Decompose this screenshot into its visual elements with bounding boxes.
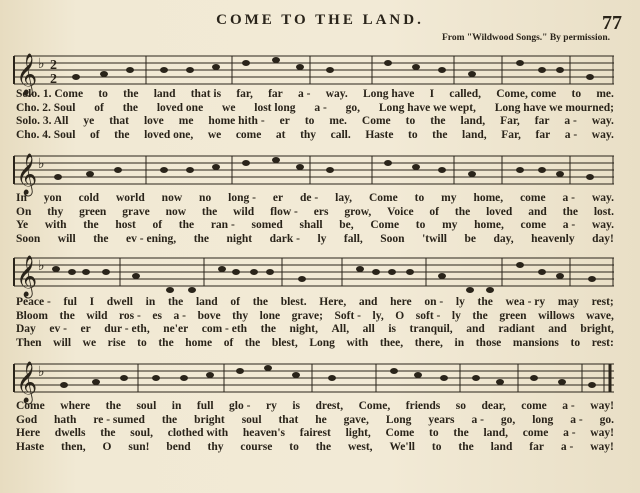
lyric-word: is: [388, 323, 396, 335]
lyric-line: [16, 233, 614, 247]
lyric-word: to: [98, 88, 108, 100]
lyric-word: dwell: [106, 296, 133, 308]
lyric-word: Soon: [16, 232, 41, 245]
lyric-word: love: [143, 115, 164, 127]
lyric-word: of: [230, 296, 240, 308]
lyric-word: all: [362, 323, 375, 335]
lyric-word: soft -: [415, 309, 441, 322]
lyric-word: radiant: [498, 323, 535, 335]
lyric-word: land,: [460, 115, 486, 127]
lyric-word: Day: [16, 323, 36, 335]
lyric-word: clothed with: [167, 427, 229, 439]
lyric-word: at: [275, 128, 286, 141]
lyric-word: to: [137, 336, 147, 349]
lyric-word: green: [79, 205, 107, 218]
lyric-word: we: [222, 101, 236, 114]
lyric-word: to: [304, 115, 315, 127]
lyric-word: grave: [122, 205, 150, 218]
lyric-word: Soon: [380, 232, 405, 245]
staff-2: [14, 150, 614, 194]
lyric-word: bend: [166, 440, 191, 453]
lyric-word: soul,: [130, 427, 153, 439]
lyric-word: the: [201, 205, 218, 218]
lyric-word: course: [240, 440, 273, 453]
lyric-word: the: [161, 413, 178, 426]
lyric-word: a -: [297, 88, 311, 100]
lyric-word: with: [346, 336, 369, 349]
lyric-word: to: [407, 128, 418, 141]
lyric-word: loved: [486, 205, 513, 218]
lyric-word: that: [109, 115, 130, 127]
lyric-word: of: [429, 205, 440, 218]
lyric-word: the: [432, 128, 448, 141]
lyric-word: to: [289, 440, 299, 453]
lyric-word: to: [571, 88, 582, 100]
lyric-word: the: [93, 232, 109, 245]
lyric-word: Long have we wept,: [378, 101, 476, 114]
lyric-word: here: [390, 296, 412, 308]
time-signature-bottom: 2: [50, 72, 57, 87]
lyric-word: west,: [347, 440, 373, 453]
flat-icon: ♭: [38, 56, 45, 72]
staff-3: [14, 252, 614, 296]
lyric-word: there,: [414, 336, 443, 349]
lyric-word: God: [16, 413, 38, 426]
lyric-word: Ye: [16, 219, 29, 231]
lyric-word: Long have: [362, 88, 415, 100]
lyric-word: Haste: [16, 440, 45, 453]
lyric-line: [16, 129, 614, 143]
lyric-word: may: [557, 296, 579, 308]
lyric-word: We'll: [389, 440, 415, 453]
lyric-word: ly: [451, 309, 461, 322]
lyric-word: blest,: [271, 336, 298, 349]
song-title: COME TO THE LAND.: [216, 12, 424, 28]
lyrics-system-4: [16, 400, 614, 454]
lyric-line: [16, 337, 614, 351]
lyric-word: cold: [78, 192, 100, 204]
lyric-word: a -: [562, 219, 576, 231]
lyric-word: wild: [86, 309, 108, 322]
lyric-word: heaven's: [242, 427, 285, 439]
lyric-word: my: [441, 192, 457, 204]
lyric-word: dur - eth,: [104, 323, 150, 335]
lyric-word: a -: [563, 427, 576, 439]
lyric-word: Peace -: [16, 296, 51, 308]
lyric-word: the: [244, 336, 261, 349]
lyric-word: way.: [591, 192, 614, 204]
lyric-word: a -: [564, 115, 577, 127]
lyric-word: way!: [590, 427, 614, 439]
lyric-word: a -: [471, 413, 484, 426]
lyric-word: with: [44, 219, 67, 231]
lyric-word: in: [454, 336, 465, 349]
lyric-word: way.: [591, 128, 614, 141]
lyric-word: loved one: [156, 101, 204, 114]
lyric-line: [16, 102, 614, 116]
lyric-line: [16, 310, 614, 324]
lyric-word: the: [315, 440, 332, 453]
lyric-word: far,: [236, 88, 253, 100]
lyric-word: then,: [61, 440, 86, 453]
lyric-word: Come: [385, 427, 415, 439]
lyric-word: come: [520, 219, 547, 231]
lyric-word: hath: [54, 413, 77, 426]
lyric-word: way.: [591, 115, 614, 127]
lyric-word: a -: [314, 101, 327, 114]
treble-clef-icon: 𝄞: [16, 154, 38, 195]
lyric-word: Bloom: [16, 309, 48, 322]
lyric-word: a -: [562, 400, 575, 412]
lyric-word: 'twill: [422, 232, 447, 245]
time-signature-top: 2: [50, 58, 57, 73]
lyric-word: de -: [299, 192, 319, 204]
lyric-line: [16, 414, 614, 428]
lyric-word: rise: [107, 336, 126, 349]
lyric-word: wave,: [586, 309, 614, 322]
lyric-word: the: [454, 205, 471, 218]
lyric-word: flow -: [270, 205, 298, 218]
lyric-word: Here: [16, 427, 41, 439]
lyric-word: long: [532, 413, 554, 426]
lyric-line: [16, 192, 614, 206]
lyric-word: the: [158, 336, 174, 349]
lyric-line: [16, 427, 614, 441]
lyric-word: and: [528, 205, 547, 218]
lyric-word: Then: [16, 336, 42, 349]
lyric-word: the: [122, 101, 139, 114]
lyric-word: Long have we mourned;: [494, 101, 614, 114]
lyric-word: the: [167, 296, 184, 308]
lyric-word: dear,: [481, 400, 506, 412]
lyric-word: lay,: [335, 192, 353, 204]
lyric-word: Come: [370, 219, 400, 231]
lyric-word: far: [529, 440, 544, 453]
lyric-word: that: [278, 413, 299, 426]
lyric-word: day,: [493, 232, 514, 245]
staff-4: [14, 358, 614, 402]
lyric-word: ful: [63, 296, 77, 308]
lyric-word: rest;: [591, 296, 614, 308]
lyric-word: grow,: [344, 205, 372, 218]
lyric-word: All,: [331, 323, 350, 335]
lyrics-system-3: [16, 296, 614, 350]
lyric-word: light,: [345, 427, 371, 439]
lyric-word: to: [429, 427, 439, 439]
lyric-word: far: [535, 128, 551, 141]
lyric-word: land: [490, 440, 513, 453]
lyric-word: the: [562, 205, 578, 218]
lyric-word: the: [193, 232, 210, 245]
lyric-word: come: [520, 192, 546, 204]
lyric-word: lone: [259, 309, 281, 322]
lyric-word: years: [428, 413, 455, 426]
lyric-word: ros -: [119, 309, 141, 322]
lyric-word: me: [178, 115, 194, 127]
lyric-word: go,: [500, 413, 516, 426]
lyric-word: thy: [47, 205, 64, 218]
lyric-word: will: [57, 232, 76, 245]
lyric-word: me.: [596, 88, 614, 100]
lyric-word: mansions: [512, 336, 559, 349]
lyric-line: [16, 115, 614, 129]
lyric-word: in: [145, 296, 156, 308]
lyric-word: rest:: [591, 336, 614, 349]
lyric-word: of: [94, 101, 104, 114]
lyric-word: Cho. 4. Soul: [16, 128, 76, 141]
lyric-word: loved one,: [144, 128, 194, 141]
treble-clef-icon: 𝄞: [16, 54, 38, 95]
lyric-word: er: [80, 323, 91, 335]
lyric-word: Come: [368, 192, 398, 204]
lyric-word: the: [178, 219, 195, 231]
lyric-word: home,: [473, 192, 504, 204]
lyric-word: and: [548, 323, 567, 335]
lyric-word: dwells: [54, 427, 86, 439]
lyric-word: the: [260, 323, 276, 335]
lyric-word: night: [226, 232, 253, 245]
lyric-word: the: [453, 427, 469, 439]
lyric-word: ly,: [372, 309, 384, 322]
lyric-word: go.: [599, 413, 614, 426]
lyric-word: O: [395, 309, 405, 322]
lyric-word: ly: [317, 232, 327, 245]
lyric-word: er: [279, 115, 290, 127]
lyric-word: sun!: [128, 440, 150, 453]
lyric-word: somed: [251, 219, 283, 231]
lyric-word: ly: [455, 296, 465, 308]
lyric-word: the: [458, 440, 474, 453]
lyric-word: Here,: [319, 296, 347, 308]
treble-clef-icon: 𝄞: [16, 256, 38, 297]
lyric-word: the: [100, 427, 116, 439]
lyric-word: a -: [560, 440, 574, 453]
lyric-word: land: [153, 88, 176, 100]
lyric-word: and: [358, 296, 378, 308]
lyric-word: far: [534, 115, 550, 127]
flat-icon: ♭: [38, 156, 45, 172]
lyric-line: [16, 441, 614, 455]
lyric-word: thy: [300, 128, 317, 141]
lyric-word: ers: [313, 205, 329, 218]
lyric-word: Come,: [358, 400, 391, 412]
lyric-word: soul: [136, 400, 157, 412]
lyric-word: home,: [474, 219, 504, 231]
lyric-word: be,: [339, 219, 354, 231]
lyric-word: Come: [361, 115, 391, 127]
lyric-word: Voice: [387, 205, 414, 218]
lyric-word: of: [90, 128, 100, 141]
flat-icon: ♭: [38, 258, 45, 274]
lyric-word: Solo. 1. Come: [16, 88, 84, 100]
lyric-word: home hith -: [208, 115, 265, 127]
lyric-word: heavenly: [531, 232, 575, 245]
lyric-word: of: [223, 336, 234, 349]
lyric-word: Come: [16, 400, 45, 412]
lyric-word: thy: [207, 440, 224, 453]
lyric-word: I: [89, 296, 95, 308]
lyric-word: lost long: [254, 101, 296, 114]
lyric-word: a -: [570, 413, 583, 426]
lyric-word: the: [252, 296, 269, 308]
lyric-word: that is: [190, 88, 222, 100]
lyric-word: call.: [330, 128, 351, 141]
lyric-word: dark -: [269, 232, 300, 245]
lyric-word: blest.: [280, 296, 307, 308]
lyric-word: drest,: [315, 400, 344, 412]
lyric-word: grave;: [291, 309, 323, 322]
lyric-word: land,: [462, 128, 487, 141]
lyric-word: Solo. 3. All: [16, 115, 69, 127]
lyric-word: where: [60, 400, 91, 412]
lyric-word: fall,: [343, 232, 363, 245]
lyric-word: thy: [232, 309, 249, 322]
lyric-word: bright,: [580, 323, 614, 335]
lyric-word: will: [53, 336, 72, 349]
lyric-word: the: [472, 309, 488, 322]
lyric-line: [16, 206, 614, 220]
lyric-word: way!: [590, 400, 614, 412]
lyric-word: O: [102, 440, 112, 453]
lyric-word: willows: [538, 309, 575, 322]
lyric-word: now: [165, 205, 187, 218]
lyric-word: Long: [385, 413, 412, 426]
lyric-word: ry: [265, 400, 277, 412]
lyric-word: home: [185, 336, 213, 349]
lyric-word: be: [464, 232, 476, 245]
lyric-word: tranquil,: [409, 323, 453, 335]
lyric-word: those: [475, 336, 502, 349]
lyric-line: [16, 400, 614, 414]
lyric-word: called,: [449, 88, 481, 100]
lyric-word: bove: [197, 309, 221, 322]
lyric-word: bright: [194, 413, 225, 426]
lyric-word: green: [499, 309, 527, 322]
lyric-word: Haste: [365, 128, 394, 141]
lyric-line: [16, 219, 614, 233]
lyric-word: ran -: [210, 219, 235, 231]
lyric-word: is: [292, 400, 301, 412]
lyric-word: wild: [233, 205, 255, 218]
lyric-word: far: [268, 88, 283, 100]
lyric-word: way.: [591, 219, 614, 231]
lyric-word: ev - ening,: [126, 232, 177, 245]
lyric-word: the: [105, 400, 121, 412]
lyric-word: to: [431, 440, 442, 453]
lyric-word: glo -: [229, 400, 251, 412]
lyric-word: land: [195, 296, 218, 308]
lyric-word: I: [429, 88, 435, 100]
lyric-word: we: [207, 128, 222, 141]
flat-icon: ♭: [38, 364, 45, 380]
lyric-word: go,: [345, 101, 360, 114]
lyric-word: day!: [592, 232, 614, 245]
lyrics-system-2: [16, 192, 614, 246]
lyric-word: Far,: [500, 115, 520, 127]
lyric-word: soul: [241, 413, 262, 426]
lyric-word: shall: [299, 219, 323, 231]
lyric-word: world: [116, 192, 145, 204]
lyric-word: a -: [173, 309, 187, 322]
lyric-word: way.: [325, 88, 348, 100]
lyric-word: land,: [483, 427, 509, 439]
lyric-word: a -: [564, 128, 578, 141]
lyric-word: Far,: [501, 128, 521, 141]
lyric-word: my: [442, 219, 458, 231]
lyrics-system-1: [16, 88, 614, 142]
lyric-word: es: [152, 309, 162, 322]
lyric-word: host: [115, 219, 136, 231]
lyric-word: wea - ry: [505, 296, 546, 308]
lyric-word: ye: [83, 115, 95, 127]
lyric-word: now: [161, 192, 183, 204]
lyric-word: of: [152, 219, 163, 231]
lyric-word: come: [235, 128, 262, 141]
treble-clef-icon: 𝄞: [16, 362, 38, 403]
lyric-word: Soft -: [334, 309, 361, 322]
lyric-word: so: [455, 400, 467, 412]
lyric-word: full: [196, 400, 214, 412]
lyric-word: the: [123, 88, 139, 100]
lyric-word: on -: [424, 296, 444, 308]
lyric-word: er: [272, 192, 284, 204]
lyric-line: [16, 323, 614, 337]
lyric-word: in: [171, 400, 182, 412]
lyric-word: no: [199, 192, 212, 204]
lyric-word: night,: [289, 323, 318, 335]
lyric-word: the: [430, 115, 446, 127]
lyric-word: friends: [405, 400, 441, 412]
lyric-word: On: [16, 205, 32, 218]
lyric-word: ev -: [49, 323, 67, 335]
lyric-word: to: [415, 219, 426, 231]
page-number: 77: [602, 12, 622, 34]
lyric-word: me.: [329, 115, 347, 127]
lyric-word: the: [114, 128, 130, 141]
lyric-word: and: [466, 323, 485, 335]
lyric-word: gave,: [343, 413, 369, 426]
lyric-line: [16, 88, 614, 102]
lyric-word: ne'er: [163, 323, 189, 335]
lyric-word: com - eth: [201, 323, 248, 335]
lyric-word: In: [16, 192, 27, 204]
lyric-word: the: [83, 219, 99, 231]
lyric-word: the: [477, 296, 493, 308]
lyric-word: Long: [309, 336, 335, 349]
lyric-word: a -: [562, 192, 576, 204]
lyric-word: Cho. 2. Soul: [16, 101, 76, 114]
lyric-word: fairest: [299, 427, 331, 439]
lyric-word: come: [522, 427, 549, 439]
lyric-word: yon: [43, 192, 62, 204]
lyric-word: to: [414, 192, 425, 204]
lyric-word: we: [82, 336, 97, 349]
lyric-word: come: [521, 400, 547, 412]
lyric-word: Come, come: [496, 88, 557, 100]
lyric-line: [16, 296, 614, 310]
lyric-word: the: [59, 309, 75, 322]
lyric-word: thee,: [379, 336, 404, 349]
lyric-word: re - sumed: [93, 413, 145, 426]
lyric-word: to: [570, 336, 581, 349]
lyric-word: lost.: [593, 205, 614, 218]
lyric-word: to: [405, 115, 416, 127]
lyric-word: he: [315, 413, 327, 426]
lyric-word: way!: [590, 440, 614, 453]
attribution: From "Wildwood Songs." By permission.: [441, 33, 610, 43]
lyric-word: long -: [228, 192, 256, 204]
